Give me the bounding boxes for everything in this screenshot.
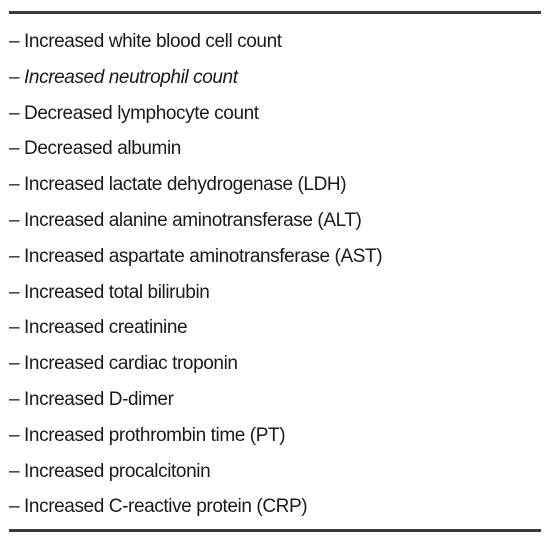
list-item: – Increased procalcitonin	[9, 460, 211, 482]
list-item: – Decreased lymphocyte count	[9, 102, 259, 124]
list-item: – Increased C-reactive protein (CRP)	[9, 496, 308, 518]
list-item: – Increased neutrophil count	[9, 66, 238, 88]
list-item: – Increased alanine aminotransferase (ALT)	[9, 209, 362, 231]
list-item: – Increased cardiac troponin	[9, 353, 238, 375]
list-item: – Increased prothrombin time (PT)	[9, 424, 286, 446]
list-item: – Increased D-dimer	[9, 388, 174, 410]
list-item: – Increased total bilirubin	[9, 281, 210, 303]
list-item: – Increased creatinine	[9, 317, 188, 339]
bottom-rule	[9, 529, 541, 532]
lab-findings-list	[9, 24, 539, 525]
list-item: – Increased aspartate aminotransferase (AST)	[9, 245, 383, 267]
list-item: – Increased lactate dehydrogenase (LDH)	[9, 174, 347, 196]
list-item: – Increased white blood cell count	[9, 31, 282, 52]
top-rule	[9, 11, 541, 14]
list-item: – Decreased albumin	[9, 138, 181, 160]
